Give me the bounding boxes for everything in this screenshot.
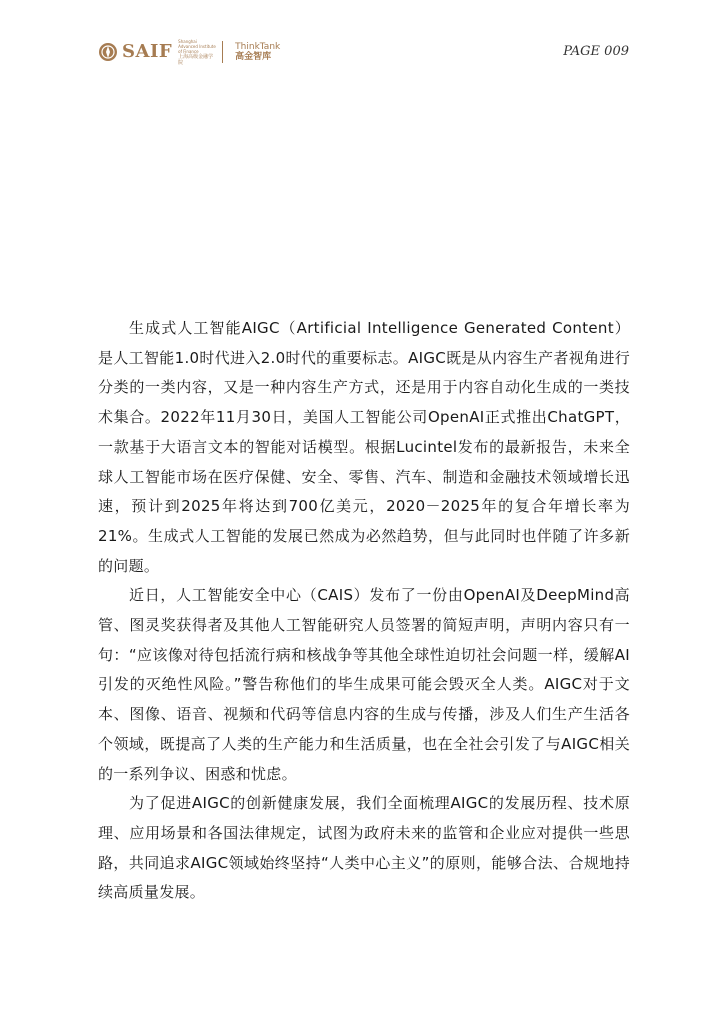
paragraph-cais-statement: 近日，人工智能安全中心（CAIS）发布了一份由OpenAI及DeepMind高管、图灵奖获得者及其他人工智能研究人员签署的简短声明，声明内容只有一句：“应该像对待包括流行病和核战争等其他全球性迫切社会问题一样，缓解AI引发的灭绝性风险。”警告称他们的毕生成果可能会毁灭全人类。AIGC对于文本、图像、语音、视频和代码等信息内容的生成与传播，涉及人们生产生活各个领域，既提高了人类的生产能力和生活质量，也在全社会引发了与AIGC相关的一系列争议、困惑和忧虑。 [98, 586, 630, 783]
thinktank-en: ThinkTank [235, 41, 281, 52]
saif-logo [98, 40, 280, 64]
page-number: PAGE 009 [563, 44, 629, 59]
logo-wordmark: SAIF [122, 41, 173, 62]
paragraph-intro: 生成式人工智能AIGC（Artificial Intelligence Generated Content）是人工智能1.0时代进入2.0时代的重要标志。AIGC既是从内容生产者视角进行分类的一类内容，又是一种内容生产方式，还是用于内容自动化生成的一类技术集合。2022年11月30日，美国人工智能公司OpenAI正式推出ChatGPT，一款基于大语言文本的智能对话模型。根据Lucintel发布的最新报告，未来全球人工智能市场在医疗保健、安全、零售、汽车、制造和金融技术领域增长迅速，预计到2025年将达到700亿美元，2020－2025年的复合年增长率为21%。生成式人工智能的发展已然成为必然趋势，但与此同时也伴随了许多新的问题。 [98, 319, 630, 575]
paragraph-purpose: 为了促进AIGC的创新健康发展，我们全面梳理AIGC的发展历程、技术原理、应用场景和各国法律规定，试图为政府未来的监管和企业应对提供一些思路，共同追求AIGC领域始终坚持“人类中心主义”的原则，能够合法、合规地持续高质量发展。 [98, 794, 630, 902]
thinktank-cn: 高金智库 [235, 51, 272, 62]
saif-emblem-icon [98, 42, 118, 62]
logo-subtitle [178, 39, 216, 66]
logo-subtitle-cn: 上海高级金融学院 [178, 53, 214, 66]
thinktank-logo [235, 42, 280, 63]
body-text [98, 314, 630, 908]
logo-subtitle-en: Shanghai Advanced Institute of Finance [178, 38, 216, 54]
header-divider [222, 41, 223, 63]
page-header [98, 40, 629, 64]
